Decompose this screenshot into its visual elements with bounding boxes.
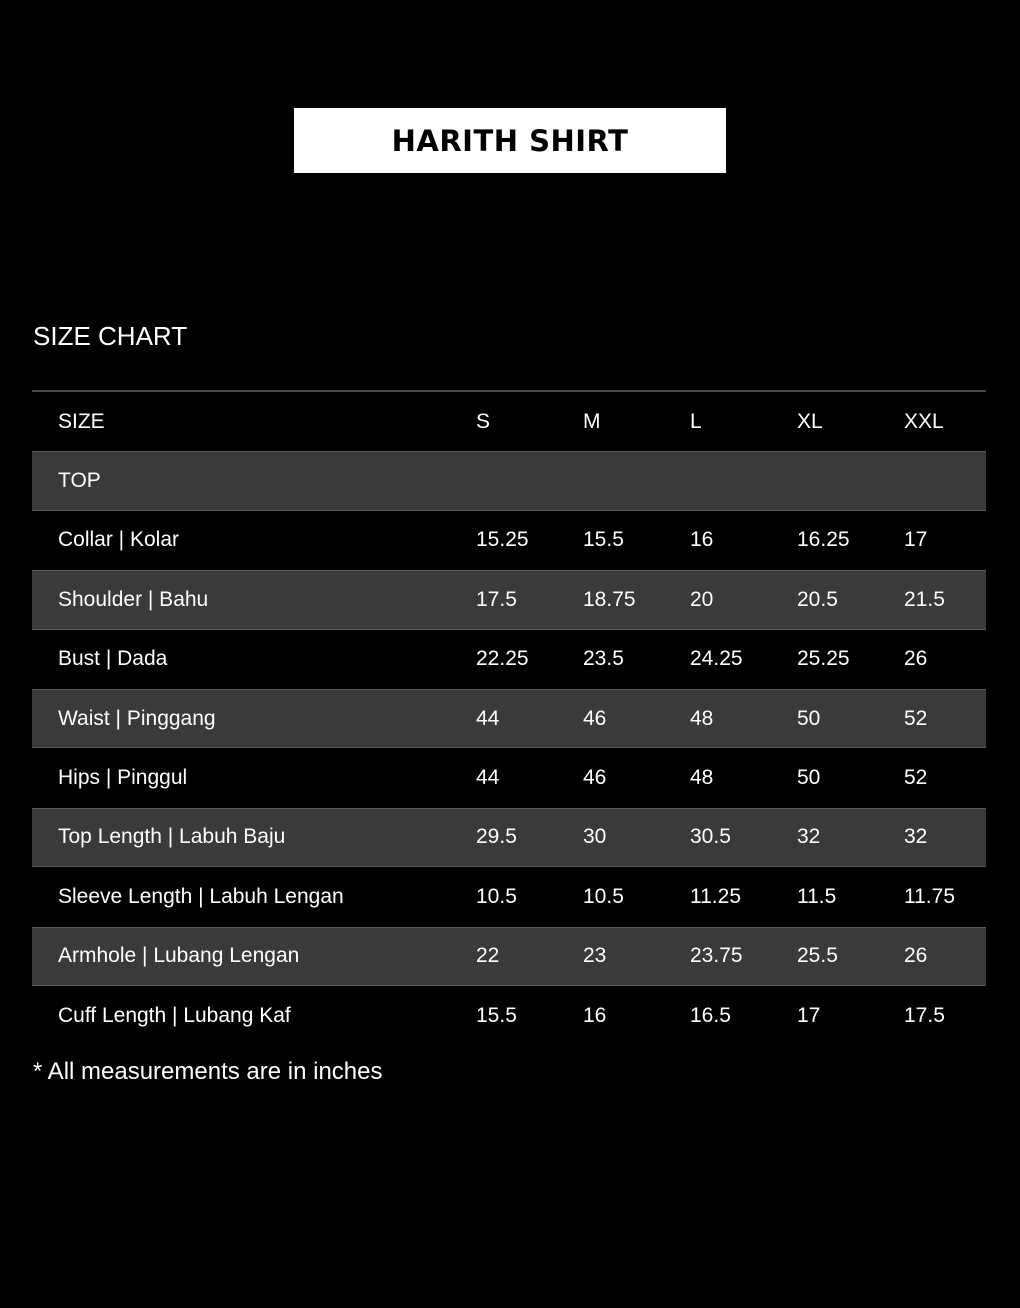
measurement-note: * All measurements are in inches	[33, 1058, 383, 1085]
cell-xxl: 11.75	[904, 884, 955, 908]
cell-xl: 32	[797, 825, 821, 849]
cell-m: 16	[583, 1003, 607, 1027]
cell-m: 46	[583, 706, 607, 730]
cell-xxl: 17.5	[904, 1003, 945, 1027]
cell-s: 17.5	[476, 587, 517, 611]
row-label: Top Length | Labuh Baju	[58, 825, 286, 849]
cell-s: 44	[476, 766, 500, 790]
cell-s: 22	[476, 944, 500, 968]
cell-xl: 16.25	[797, 528, 850, 552]
table-row	[32, 867, 986, 926]
header-l: L	[690, 409, 702, 433]
cell-xl: 25.5	[797, 944, 838, 968]
row-label: Sleeve Length | Labuh Lengan	[58, 884, 344, 908]
header-xl: XL	[797, 409, 823, 433]
group-row-top	[32, 451, 986, 510]
cell-xxl: 17	[904, 528, 928, 552]
cell-xxl: 26	[904, 647, 928, 671]
table-header-row	[32, 392, 986, 451]
table-row	[32, 630, 986, 689]
cell-m: 18.75	[583, 587, 636, 611]
table-row	[32, 511, 986, 570]
cell-l: 23.75	[690, 944, 743, 968]
cell-xxl: 32	[904, 825, 928, 849]
cell-l: 11.25	[690, 884, 741, 908]
cell-l: 48	[690, 706, 714, 730]
cell-xl: 20.5	[797, 587, 838, 611]
size-chart-table	[32, 390, 986, 1045]
header-xxl: XXL	[904, 409, 944, 433]
cell-l: 24.25	[690, 647, 743, 671]
cell-xl: 17	[797, 1003, 821, 1027]
cell-s: 15.5	[476, 1003, 517, 1027]
table-row	[32, 986, 986, 1045]
cell-xl: 25.25	[797, 647, 850, 671]
header-size: SIZE	[58, 409, 105, 433]
table-row	[32, 808, 986, 867]
row-label: Collar | Kolar	[58, 528, 179, 552]
cell-l: 16	[690, 528, 714, 552]
cell-s: 44	[476, 706, 500, 730]
row-label: Armhole | Lubang Lengan	[58, 944, 300, 968]
cell-m: 10.5	[583, 884, 624, 908]
row-label: Cuff Length | Lubang Kaf	[58, 1003, 291, 1027]
cell-xxl: 26	[904, 944, 928, 968]
group-label: TOP	[58, 469, 101, 493]
cell-xl: 50	[797, 766, 821, 790]
size-chart-heading: SIZE CHART	[33, 321, 188, 351]
header-s: S	[476, 409, 491, 433]
row-label: Waist | Pinggang	[58, 706, 216, 730]
cell-m: 23	[583, 944, 607, 968]
cell-l: 16.5	[690, 1003, 731, 1027]
cell-m: 15.5	[583, 528, 624, 552]
table-row	[32, 927, 986, 986]
cell-m: 46	[583, 766, 607, 790]
row-label: Shoulder | Bahu	[58, 587, 209, 611]
cell-xxl: 21.5	[904, 587, 945, 611]
cell-s: 22.25	[476, 647, 529, 671]
cell-s: 15.25	[476, 528, 529, 552]
cell-l: 20	[690, 587, 714, 611]
cell-l: 30.5	[690, 825, 731, 849]
cell-xl: 50	[797, 706, 821, 730]
cell-xxl: 52	[904, 766, 928, 790]
table-row	[32, 748, 986, 807]
cell-s: 29.5	[476, 825, 517, 849]
cell-xl: 11.5	[797, 884, 837, 908]
cell-s: 10.5	[476, 884, 517, 908]
product-title-box	[294, 108, 726, 173]
table-row	[32, 689, 986, 748]
row-label: Bust | Dada	[58, 647, 168, 671]
product-title: HARITH SHIRT	[391, 123, 629, 158]
table-row	[32, 570, 986, 629]
cell-m: 30	[583, 825, 607, 849]
cell-xxl: 52	[904, 706, 928, 730]
cell-l: 48	[690, 766, 714, 790]
row-label: Hips | Pinggul	[58, 766, 188, 790]
header-m: M	[583, 409, 601, 433]
cell-m: 23.5	[583, 647, 624, 671]
